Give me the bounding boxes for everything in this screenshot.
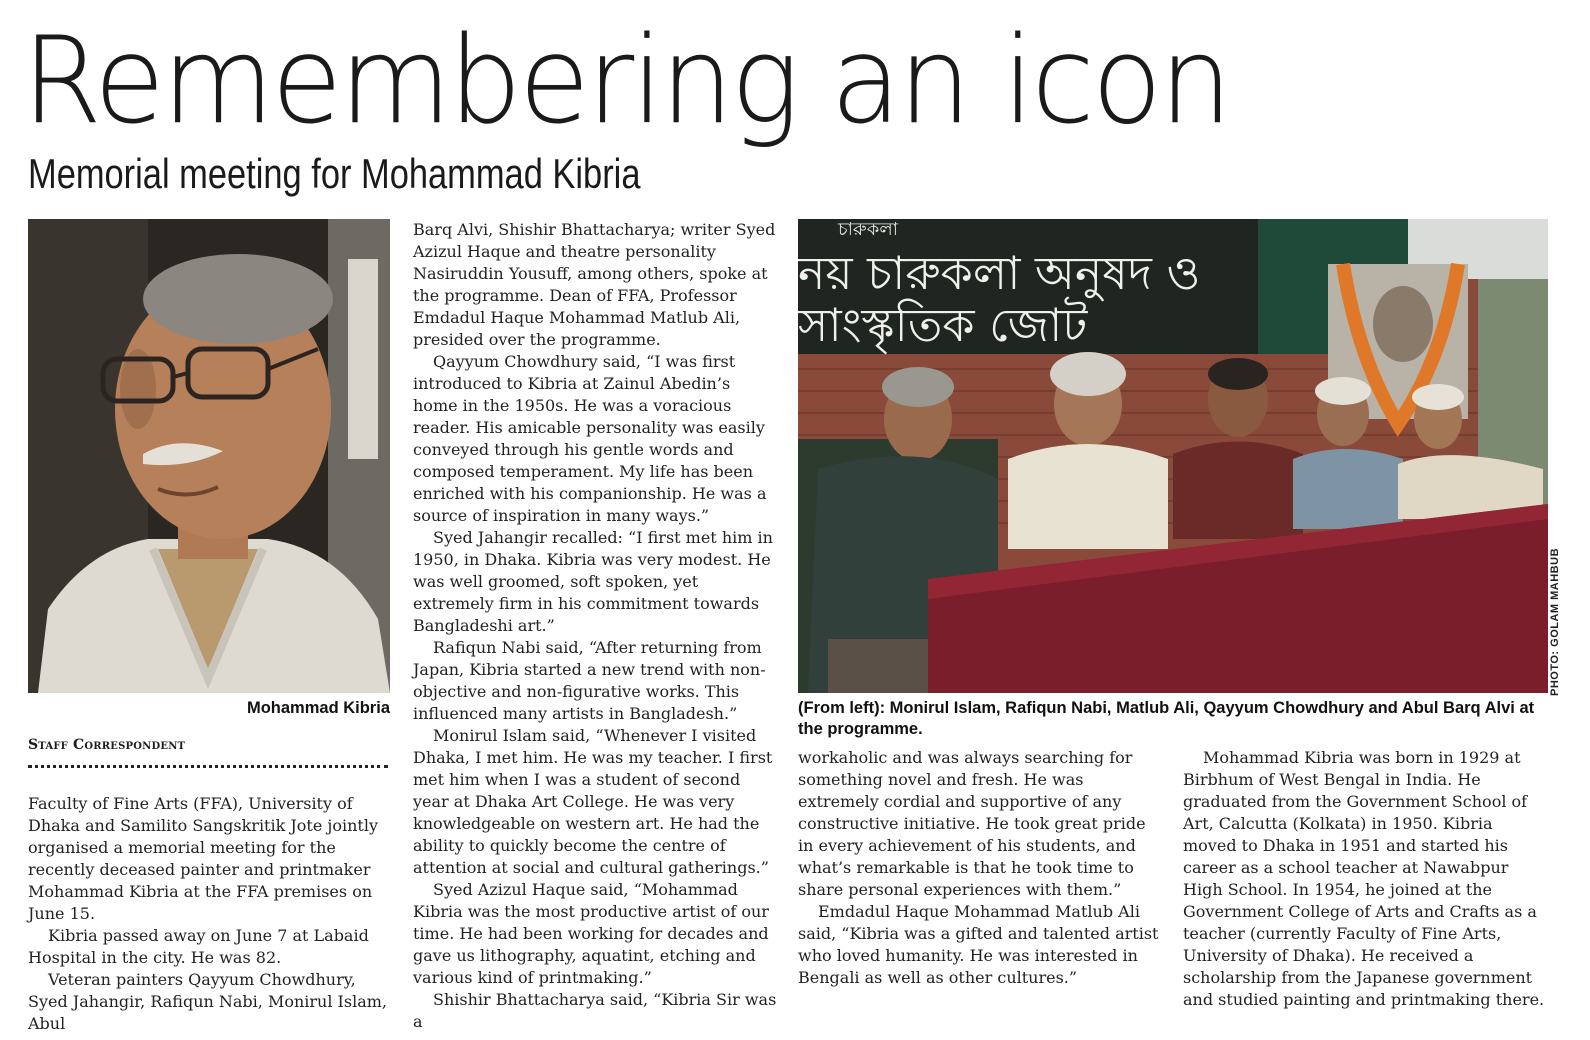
paragraph: Syed Jahangir recalled: “I first met him in 1950, in Dhaka. Kibria was very modest. He was well groomed, soft spoken, yet extremely firm in his commitment towards Bangladeshi art.” <box>413 528 773 635</box>
article-column-2 <box>413 219 777 1033</box>
photo-credit-text: PHOTO: GOLAM MAHBUB <box>1549 547 1561 696</box>
banner-text-line-2: সাংস্কৃতিক জোট <box>798 298 1088 352</box>
paragraph: Rafiqun Nabi said, “After returning from Japan, Kibria started a new trend with non-objective and non-figurative works. This influenced many artists in Bangladesh.” <box>413 638 766 723</box>
subheadline: Memorial meeting for Mohammad Kibria <box>28 150 641 197</box>
article-column-3 <box>798 747 1162 989</box>
paragraph: Mohammad Kibria was born in 1929 at Birbhum of West Bengal in India. He graduated from the Government School of Art, Calcutta (Kolkata) in 1950. Kibria moved to Dhaka in 1951 and started his career as a school teacher at Nawabpur High School. In 1954, he joined at the Government College of Arts and Crafts as a teacher (currently Faculty of Fine Arts, University of Dhaka). He received a scholarship from the Japanese government and studied painting and printmaking there. <box>1183 748 1545 1009</box>
group-photo-caption: (From left): Monirul Islam, Rafiqun Nabi, Matlub Ali, Qayyum Chowdhury and Abul Barq Alvi at the programme. <box>798 699 1535 738</box>
paragraph: Syed Azizul Haque said, “Mohammad Kibria was the most productive artist of our time. He had been working for decades and gave us lithography, aquatint, etching and various kind of printmaking.” <box>413 880 769 987</box>
paragraph: Emdadul Haque Mohammad Matlub Ali said, “Kibria was a gifted and talented artist who loved humanity. He was interested in Bengali as well as other cultures.” <box>798 902 1159 987</box>
paragraph: Kibria passed away on June 7 at Labaid Hospital in the city. He was 82. <box>28 926 369 967</box>
paragraph: Shishir Bhattacharya said, “Kibria Sir was a <box>413 990 777 1031</box>
paragraph: Qayyum Chowdhury said, “I was first introduced to Kibria at Zainul Abedin’s home in the 1950s. He was a voracious reader. His amicable personality was easily conveyed through his gentle words and composed temperament. My life has been enriched with his companionship. He was a source of inspiration in many ways.” <box>413 352 767 525</box>
headline: Remembering an icon <box>22 12 1230 151</box>
paragraph: Faculty of Fine Arts (FFA), University of Dhaka and Samilito Sangskritik Jote jointly organised a memorial meeting for the recently deceased painter and printmaker Mohammad Kibria at the FFA premises on June 15. <box>28 794 379 923</box>
banner-text-line-1: নয় চারুকলা অনুষদ ও <box>798 246 1201 300</box>
article-column-4 <box>1183 747 1548 1011</box>
group-photo <box>798 219 1548 693</box>
byline: Staff Correspondent <box>28 737 186 753</box>
photo-credit <box>1549 536 1565 696</box>
portrait-photo <box>28 219 390 693</box>
paragraph: Veteran painters Qayyum Chowdhury, Syed Jahangir, Rafiqun Nabi, Monirul Islam, Abul <box>28 970 387 1033</box>
banner-top-text: চারুকলা <box>838 219 898 240</box>
byline-divider <box>28 765 388 768</box>
portrait-caption: Mohammad Kibria <box>246 699 390 717</box>
paragraph: workaholic and was always searching for something novel and fresh. He was extremely cordial and supportive of any constructive initiative. He took great pride in every achievement of his students, and what’s remarkable is that he took time to share personal experiences with them.” <box>798 748 1146 899</box>
paragraph: Barq Alvi, Shishir Bhattacharya; writer Syed Azizul Haque and theatre personality Nasiruddin Yousuff, among others, spoke at the programme. Dean of FFA, Professor Emdadul Haque Mohammad Matlub Ali, presided over the programme. <box>413 220 776 349</box>
paragraph: Monirul Islam said, “Whenever I visited Dhaka, I met him. He was my teacher. I first met him when I was a student of second year at Dhaka Art College. He was very knowledgeable on western art. He had the ability to quickly become the centre of attention at social and cultural gatherings.” <box>413 726 773 877</box>
article-column-1 <box>28 793 390 1035</box>
